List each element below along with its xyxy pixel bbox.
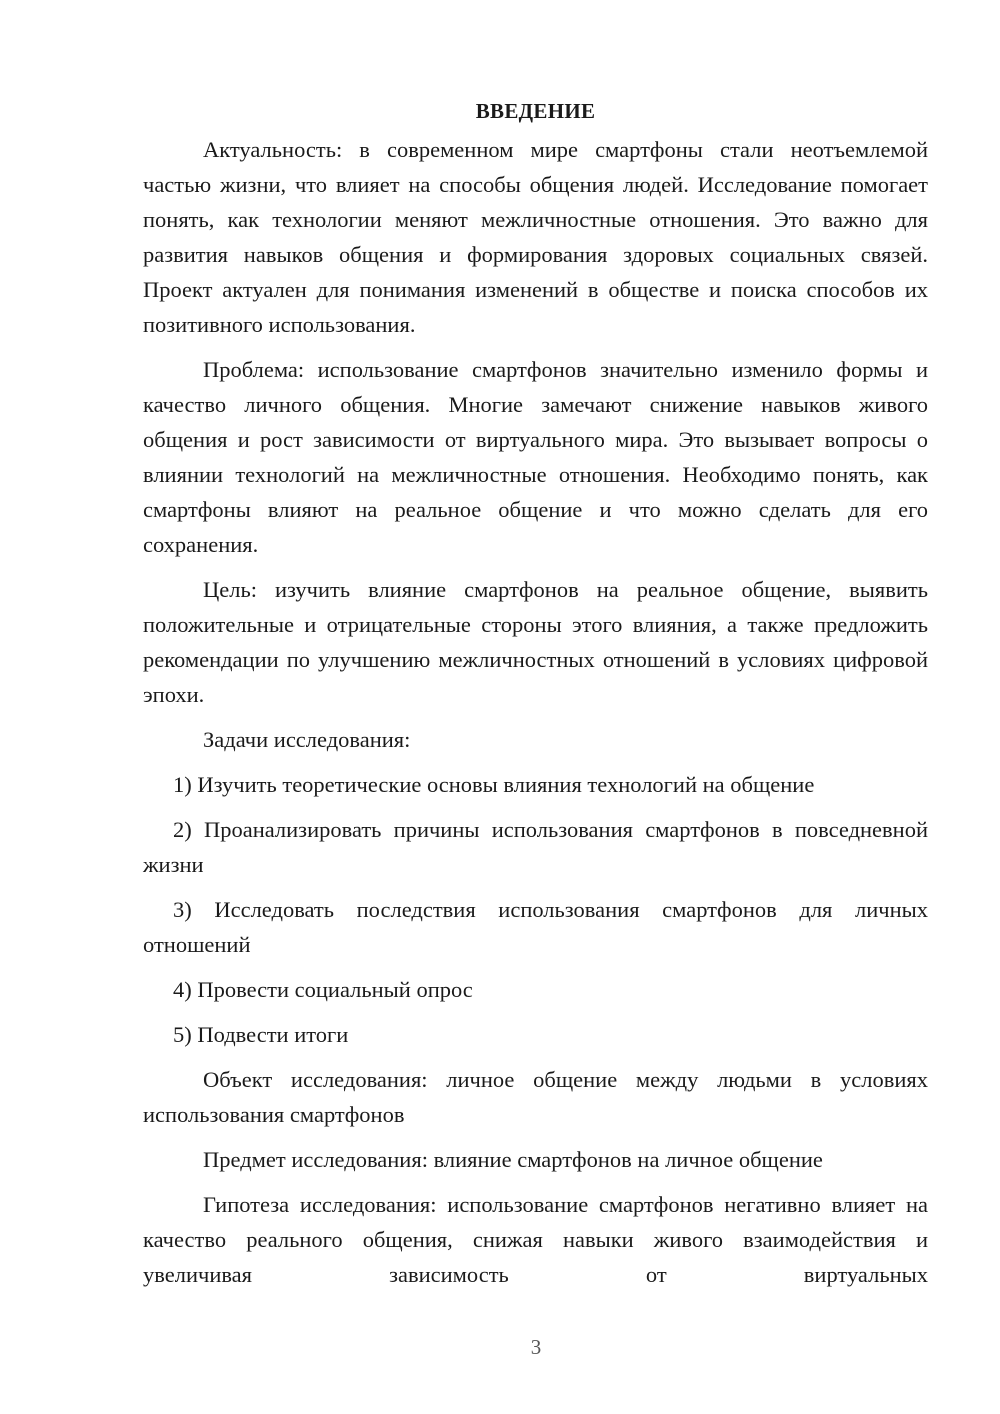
problem-paragraph: Проблема: использование смартфонов значительно изменило формы и качество личного общения. Многие замечают снижение навыков живого общения и рост зависимости от виртуального мира. Это вызывает вопросы о влиянии технологий на межличностные отношения. Необходимо понять, как смартфоны влияют на реальное общение и что можно сделать для его сохранения. — [143, 357, 928, 557]
task-item: 2) Проанализировать причины использования смартфонов в повседневной жизни — [143, 817, 928, 877]
hypothesis-paragraph: Гипотеза исследования: использование смартфонов негативно влияет на качество реального общения, снижая навыки живого взаимодействия и увеличивая зависимость от виртуальных — [143, 1192, 928, 1287]
task-item: 5) Подвести итоги — [173, 1022, 349, 1047]
goal-paragraph: Цель: изучить влияние смартфонов на реальное общение, выявить положительные и отрицательные стороны этого влияния, а также предложить рекомендации по улучшению межличностных отношений в условиях цифровой эпохи. — [143, 577, 928, 707]
task-item: 1) Изучить теоретические основы влияния технологий на общение — [173, 772, 815, 797]
object-paragraph: Объект исследования: личное общение между людьми в условиях использования смартфонов — [143, 1067, 928, 1127]
page-number: 3 — [530, 1335, 542, 1359]
subject-paragraph: Предмет исследования: влияние смартфонов на личное общение — [203, 1147, 823, 1172]
relevance-paragraph: Актуальность: в современном мире смартфоны стали неотъемлемой частью жизни, что влияет на способы общения людей. Исследование помогает понять, как технологии меняют межличностные отношения. Это важно для развития навыков общения и формирования здоровых социальных связей. Проект актуален для понимания изменений в обществе и поиска способов их позитивного использования. — [143, 137, 928, 337]
task-item: 4) Провести социальный опрос — [173, 977, 473, 1002]
tasks-heading: Задачи исследования: — [203, 727, 411, 752]
document-page — [143, 96, 928, 1292]
section-title: ВВЕДЕНИЕ — [475, 99, 596, 123]
task-item: 3) Исследовать последствия использования смартфонов для личных отношений — [143, 897, 928, 957]
